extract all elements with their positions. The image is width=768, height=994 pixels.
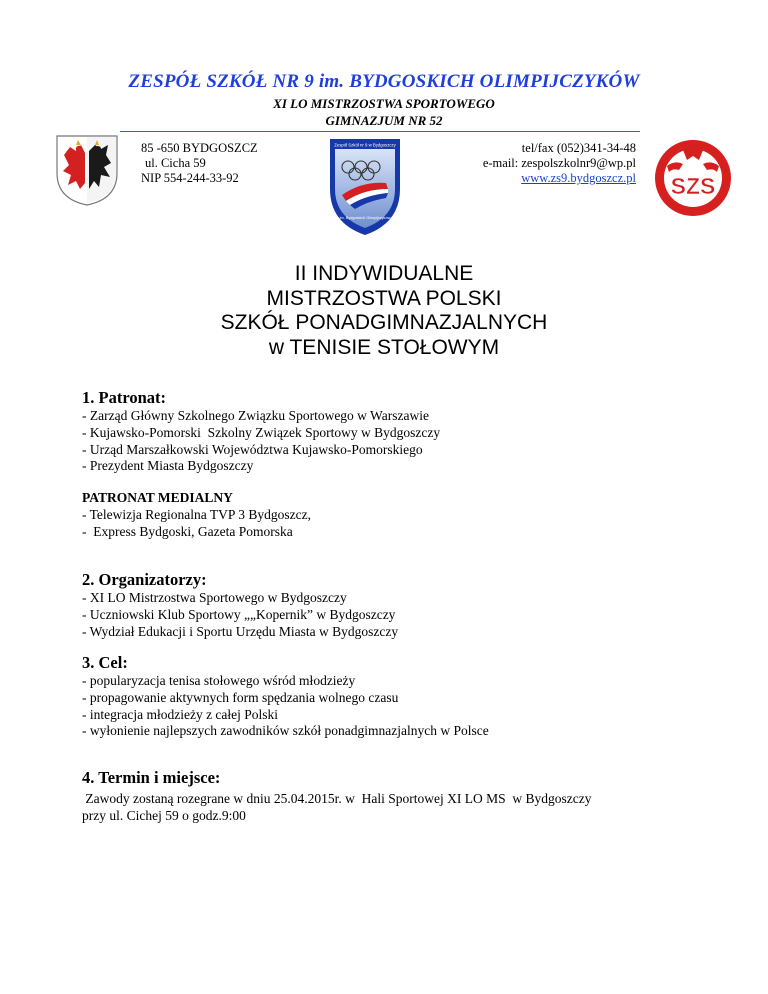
shield-bottom-text: im. Bydgoskich Olimpijczyków: [339, 216, 391, 220]
media-patronage-heading: PATRONAT MEDIALNY: [82, 490, 233, 505]
list-item: - Urząd Marszałkowski Województwa Kujawsko-Pomorskiego: [82, 441, 423, 457]
contact-block: [483, 141, 636, 186]
address-line: 85 -650 BYDGOSZCZ: [141, 141, 258, 155]
szs-logo-text: SZS: [670, 173, 716, 199]
address-line: NIP 554-244-33-92: [141, 171, 239, 185]
title-line: II INDYWIDUALNE: [294, 262, 474, 285]
list-item: - Telewizja Regionalna TVP 3 Bydgoszcz,: [82, 507, 311, 522]
address-line: ul. Cicha 59: [145, 156, 206, 170]
website-link[interactable]: www.zs9.bydgoszcz.pl: [521, 171, 636, 185]
list-item: - Uczniowski Klub Sportowy „„Kopernik” w Bydgoszczy: [82, 606, 396, 622]
title-line: MISTRZOSTWA POLSKI: [266, 286, 502, 310]
list-item: - Kujawsko-Pomorski Szkolny Związek Sportowy w Bydgoszczy: [82, 424, 441, 440]
paragraph-line: przy ul. Cichej 59 o godz.9:00: [82, 808, 246, 823]
shield-top-text: Zespół Szkół nr 9 w Bydgoszczy: [334, 142, 396, 148]
section-heading-cel: 3. Cel:: [82, 653, 128, 672]
list-item: - wyłonienie najlepszych zawodników szkół ponadgimnazjalnych w Polsce: [82, 723, 489, 739]
list-item: - Zarząd Główny Szkolnego Związku Sportowego w Warszawie: [82, 408, 429, 423]
szs-logo: [653, 138, 733, 218]
media-patronage-list: [82, 507, 311, 541]
list-item: - propagowanie aktywnych form spędzania wolnego czasu: [82, 689, 399, 705]
section-heading-organizatorzy: 2. Organizatorzy:: [82, 570, 207, 589]
list-item: - Wydział Edukacji i Sportu Urzędu Miasta w Bydgoszczy: [82, 623, 399, 639]
email-text: e-mail: zespolszkolnr9@wp.pl: [482, 156, 636, 170]
termin-paragraph: [82, 790, 592, 824]
title-line: w TENISIE STOŁOWYM: [268, 335, 500, 359]
document-title: [0, 262, 768, 360]
list-item: - Prezydent Miasta Bydgoszczy: [82, 458, 254, 474]
address-block: [141, 141, 258, 186]
cel-list: [82, 673, 489, 740]
section-heading-termin: 4. Termin i miejsce:: [82, 768, 221, 787]
paragraph-line: Zawody zostaną rozegrane w dniu 25.04.2015r. w Hali Sportowej XI LO MS w Bydgoszczy: [82, 791, 592, 806]
school-shield-logo: [328, 137, 402, 237]
list-item: - Express Bydgoski, Gazeta Pomorska: [82, 523, 293, 539]
school-subtitle-lo: XI LO MISTRZOSTWA SPORTOWEGO: [273, 96, 495, 111]
school-subtitle-gimnazjum: GIMNAZJUM NR 52: [325, 113, 443, 128]
voivodeship-crest-icon: [54, 133, 120, 207]
header-divider: [120, 131, 640, 132]
organizatorzy-list: [82, 590, 398, 640]
section-heading-patronat: 1. Patronat:: [82, 388, 167, 407]
list-item: - integracja młodzieży z całej Polski: [82, 706, 279, 722]
list-item: - XI LO Mistrzostwa Sportowego w Bydgoszczy: [82, 590, 347, 605]
phone-text: tel/fax (052)341-34-48: [521, 141, 636, 155]
patronat-list: [82, 408, 440, 475]
list-item: - popularyzacja tenisa stołowego wśród młodzieży: [82, 673, 356, 688]
title-line: SZKÓŁ PONADGIMNAZJALNYCH: [220, 311, 548, 334]
school-name: ZESPÓŁ SZKÓŁ NR 9 im. BYDGOSKICH OLIMPIJCZYKÓW: [128, 71, 640, 92]
